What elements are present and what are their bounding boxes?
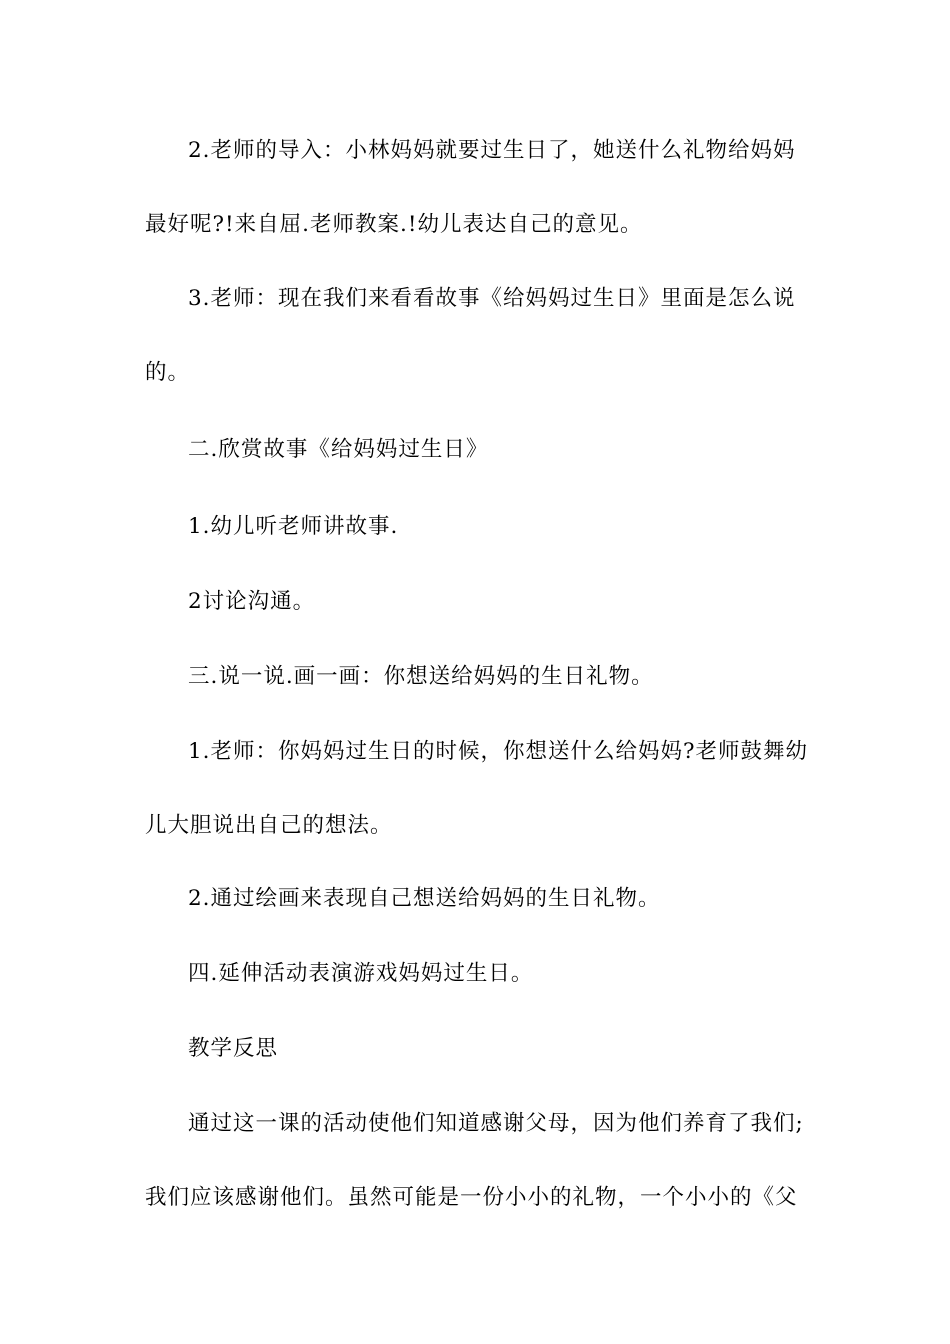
- section-heading: 教学反思: [188, 1036, 279, 1061]
- section-heading: 二.欣赏故事《给妈妈过生日》: [188, 437, 489, 462]
- paragraph-line: 的。: [145, 360, 191, 385]
- paragraph-line: 2.通过绘画来表现自己想送给妈妈的生日礼物。: [188, 886, 661, 911]
- section-heading: 三.说一说.画一画：你想送给妈妈的生日礼物。: [188, 664, 654, 689]
- paragraph-line: 通过这一课的活动使他们知道感谢父母，因为他们养育了我们;: [188, 1111, 804, 1136]
- paragraph-line: 2.老师的导入：小林妈妈就要过生日了，她送什么礼物给妈妈: [188, 138, 796, 163]
- paragraph-line: 1.老师：你妈妈过生日的时候，你想送什么给妈妈?老师鼓舞幼: [188, 739, 809, 764]
- paragraph-line: 1.幼儿听老师讲故事.: [188, 514, 399, 539]
- paragraph-line: 儿大胆说出自己的想法。: [145, 813, 393, 838]
- paragraph-line: 最好呢?!来自屈.老师教案.!幼儿表达自己的意见。: [145, 212, 643, 237]
- section-heading: 四.延伸活动表演游戏妈妈过生日。: [188, 961, 534, 986]
- paragraph-line: 3.老师：现在我们来看看故事《给妈妈过生日》里面是怎么说: [188, 286, 796, 311]
- paragraph-line: 2讨论沟通。: [188, 589, 316, 614]
- paragraph-line: 我们应该感谢他们。虽然可能是一份小小的礼物，一个小小的《父: [145, 1185, 798, 1210]
